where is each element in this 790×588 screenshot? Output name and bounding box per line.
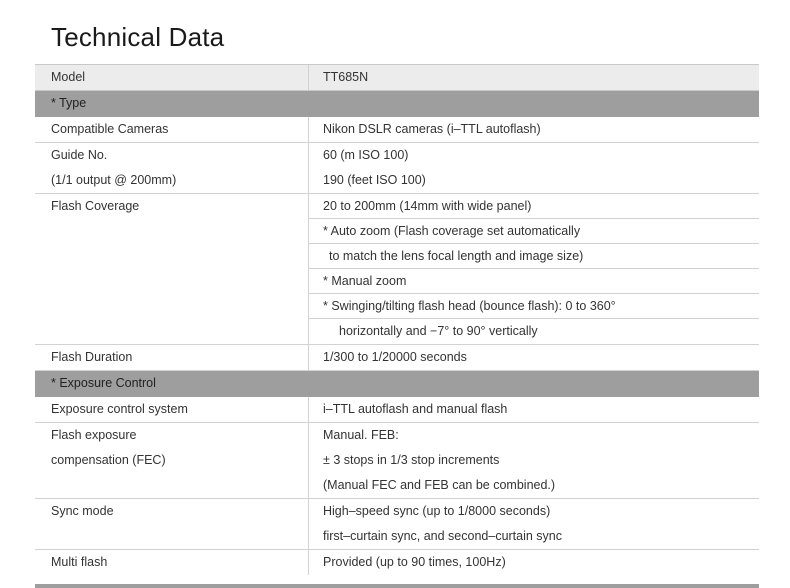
table-row-coverage-2 (35, 219, 759, 244)
duration-value: 1/300 to 1/20000 seconds (323, 350, 467, 364)
table-row-fec-2 (35, 448, 759, 473)
table-row-guide-2 (35, 168, 759, 194)
guide-label-2: (1/1 output @ 200mm) (35, 168, 309, 193)
model-value: TT685N (323, 70, 369, 84)
table-row-coverage (35, 194, 759, 219)
table-row-compatible (35, 117, 759, 143)
table-row-duration (35, 345, 759, 371)
table-row-fec-3 (35, 473, 759, 499)
compatible-label: Compatible Cameras (35, 117, 309, 142)
section-type-label: * Type (51, 96, 87, 110)
table-row-coverage-4 (35, 269, 759, 294)
table-row-sync-2 (35, 524, 759, 550)
sync-line-1: High–speed sync (up to 1/8000 seconds) (323, 504, 551, 518)
page-title: Technical Data (51, 22, 225, 52)
fec-line-3: (Manual FEC and FEB can be combined.) (323, 478, 556, 492)
table-header-row (35, 65, 759, 91)
table-row-coverage-6 (35, 319, 759, 345)
exposure-system-value: i–TTL autoflash and manual flash (323, 402, 508, 416)
model-label: Model (35, 65, 309, 90)
table-row-multi (35, 550, 759, 575)
multi-label: Multi flash (35, 550, 309, 575)
table-row-coverage-3 (35, 244, 759, 269)
guide-label: Guide No. (35, 143, 309, 168)
duration-label: Flash Duration (35, 345, 309, 370)
section-exposure (35, 371, 759, 397)
coverage-line-6: horizontally and −7° to 90° vertically (339, 324, 538, 338)
coverage-line-2: * Auto zoom (Flash coverage set automatically (309, 219, 759, 244)
exposure-system-label: Exposure control system (35, 397, 309, 422)
fec-line-2: ± 3 stops in 1/3 stop increments (323, 453, 500, 467)
guide-value-feet: 190 (feet ISO 100) (323, 173, 426, 187)
section-type (35, 91, 759, 117)
sync-line-2: first–curtain sync, and second–curtain sync (323, 529, 563, 543)
guide-value-m: 60 (m ISO 100) (323, 148, 409, 162)
table-row-coverage-5 (35, 294, 759, 319)
table-row-sync (35, 499, 759, 524)
section-exposure-label: * Exposure Control (51, 376, 156, 390)
fec-label: Flash exposure (35, 423, 309, 448)
coverage-line-5: * Swinging/tilting flash head (bounce flash): 0 to 360° (309, 294, 759, 319)
fec-line-1: Manual. FEB: (323, 428, 399, 442)
sync-label: Sync mode (35, 499, 309, 524)
spec-table (35, 64, 759, 575)
table-row-exposure-system (35, 397, 759, 423)
fec-label-2: compensation (FEC) (35, 448, 309, 473)
coverage-label: Flash Coverage (35, 194, 309, 219)
coverage-line-1: 20 to 200mm (14mm with wide panel) (309, 194, 759, 219)
table-row-fec (35, 423, 759, 448)
coverage-line-3: to match the lens focal length and image size) (309, 244, 759, 269)
section-divider-bottom (35, 584, 759, 588)
compatible-value: Nikon DSLR cameras (i–TTL autoflash) (323, 122, 541, 136)
table-row-guide (35, 143, 759, 168)
coverage-line-4: * Manual zoom (309, 269, 759, 294)
multi-value: Provided (up to 90 times, 100Hz) (323, 555, 506, 569)
